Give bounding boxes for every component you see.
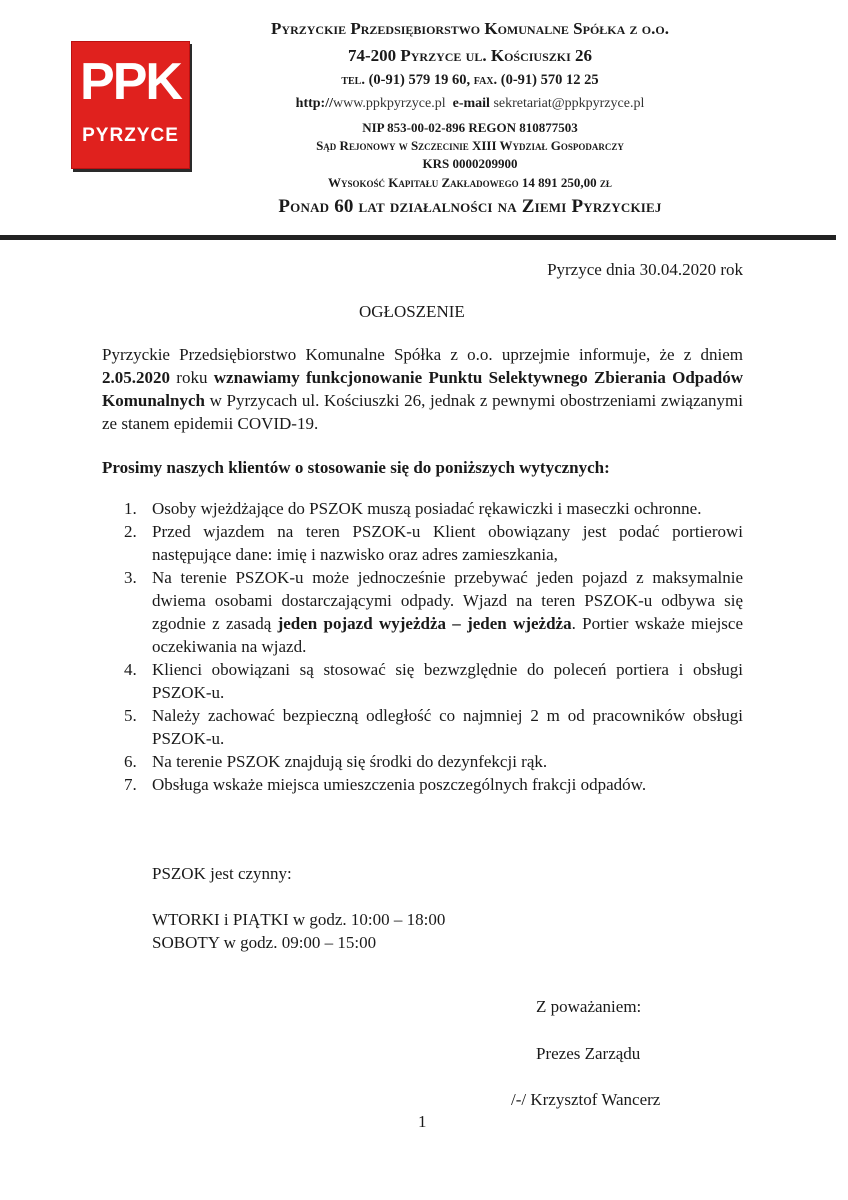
company-contact bbox=[200, 96, 740, 112]
company-ids: NIP 853-00-02-896 REGON 810877503 bbox=[362, 120, 578, 135]
logo-text-pyrzyce: PYRZYCE bbox=[82, 125, 179, 146]
document-title: OGŁOSZENIE bbox=[359, 302, 465, 321]
list-item: 7. Obsługa wskaże miejsca umieszczenia poszczególnych frakcji odpadów. bbox=[124, 775, 647, 794]
logo-text-ppk: PPK bbox=[80, 53, 181, 111]
company-capital: Wysokość Kapitału Zakładowego 14 891 250,00 zł bbox=[328, 175, 612, 190]
guidelines-list bbox=[102, 497, 743, 796]
company-address: 74-200 Pyrzyce ul. Kościuszki 26 bbox=[347, 46, 593, 65]
list-item: 2. Przed wjazdem na teren PSZOK-u Klient obowiązany jest podać portierowi następujące dane: imię i nazwisko oraz adres zamieszkania, bbox=[124, 522, 743, 564]
list-item: 4. Klienci obowiązani są stosować się bezwzględnie do poleceń portiera i obsługi PSZOK-u. bbox=[124, 660, 743, 702]
signature-role: Prezes Zarządu bbox=[536, 1044, 641, 1063]
list-item: 1. Osoby wjeżdżające do PSZOK muszą posiadać rękawiczki i maseczki ochronne. bbox=[124, 499, 702, 518]
website-link[interactable]: www.ppkpyrzyce.pl bbox=[333, 96, 446, 111]
list-item: 6. Na terenie PSZOK znajdują się środki do dezynfekcji rąk. bbox=[124, 752, 548, 771]
intro-paragraph: Pyrzyckie Przedsiębiorstwo Komunalne Spółka z o.o. uprzejmie informuje, że z dniem 2.05.2020 roku wznawiamy funkcjonowanie Punktu Selektywnego Zbierania Odpadów Komunalnych w Pyrzycach ul. Kościuszki 26, jednak z pewnymi obostrzeniami związanymi ze stanem epidemii COVID-19. bbox=[102, 345, 743, 433]
company-name: Pyrzyckie Przedsiębiorstwo Komunalne Spółka z o.o. bbox=[271, 19, 669, 38]
opening-hours-weekdays: WTORKI i PIĄTKI w godz. 10:00 – 18:00 bbox=[152, 910, 446, 929]
guidelines-heading: Prosimy naszych klientów o stosowanie się do poniższych wytycznych: bbox=[102, 458, 610, 477]
reopen-statement: wznawiamy funkcjonowanie Punktu Selektywnego Zbierania Odpadów Komunalnych bbox=[102, 368, 743, 410]
header-divider bbox=[0, 235, 836, 240]
signature-greeting: Z poważaniem: bbox=[536, 997, 642, 1016]
web-label: http:// bbox=[295, 96, 333, 111]
list-item: 3. Na terenie PSZOK-u może jednocześnie przebywać jeden pojazd z maksymalnie dwiema osobami dostarczającymi odpady. Wjazd na teren PSZOK-u odbywa się zgodnie z zasadą jeden pojazd wyjeżdża – jeden wjeżdża. Portier wskaże miejsce oczekiwania na wjazd. bbox=[124, 568, 743, 656]
company-phone: tel. (0-91) 579 19 60, fax. (0-91) 570 12 25 bbox=[341, 72, 599, 88]
list-item: 5. Należy zachować bezpieczną odległość co najmniej 2 m od pracowników obsługi PSZOK-u. bbox=[124, 706, 743, 748]
company-motto: Ponad 60 lat działalności na Ziemi Pyrzyckiej bbox=[278, 196, 662, 217]
reopen-date: 2.05.2020 bbox=[102, 368, 170, 387]
signature-name: /-/ Krzysztof Wancerz bbox=[511, 1090, 661, 1109]
document-date: Pyrzyce dnia 30.04.2020 rok bbox=[547, 260, 743, 279]
opening-hours-heading: PSZOK jest czynny: bbox=[152, 864, 292, 883]
email-label: e-mail bbox=[452, 96, 490, 111]
company-krs: KRS 0000209900 bbox=[422, 156, 518, 171]
opening-hours-saturday: SOBOTY w godz. 09:00 – 15:00 bbox=[152, 933, 377, 952]
company-court: Sąd Rejonowy w Szczecinie XIII Wydział Gospodarczy bbox=[316, 138, 624, 153]
email-link[interactable]: sekretariat@ppkpyrzyce.pl bbox=[493, 96, 645, 111]
company-logo bbox=[71, 41, 190, 169]
page-number: 1 bbox=[418, 1112, 427, 1131]
